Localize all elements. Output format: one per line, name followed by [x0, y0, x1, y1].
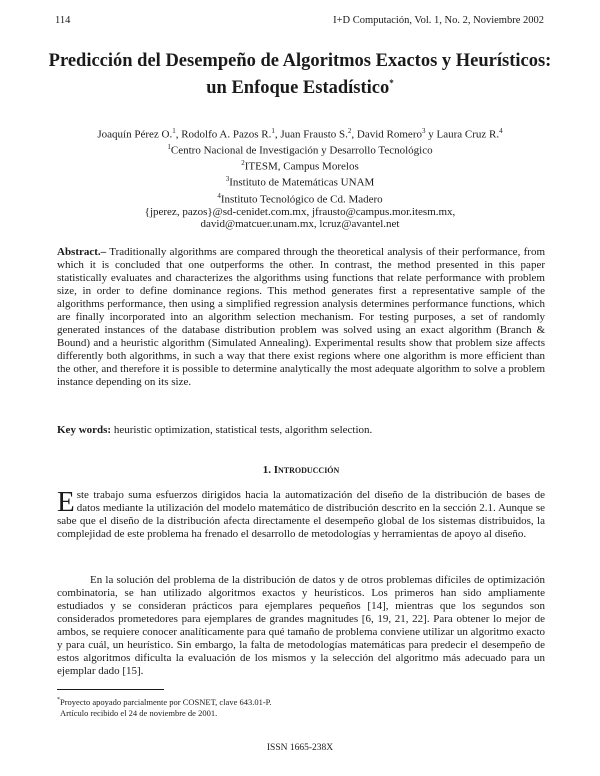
page-number: 114	[55, 15, 71, 26]
affiliation: $^1$Centro Nacional de Investigación y Desarrollo Tecnológico	[167, 143, 433, 157]
intro-paragraph-2: En la solución del problema de la distribución de datos y de otros problemas difíciles de optimización combinatoria, se han utilizado algoritmos exactos y heurísticos. Los primeros han sido ampliamente estudiados y se consideran prácticos para ejemplares pequeños [14], mientras que los segundos son considerados prometedores para ejemplares de grandes magnitudes [6, 19, 21, 22]. Para obtener lo mejor de ambos, se requiere conocer analíticamente para qué tamaño de problema conviene utilizar un algoritmo exacto y para cuál, un heurístico. Sin embargo, la falta de metodologías matemáticas para predecir el desempeño de estos algoritmos dificulta la evaluación de los mismos y la selección del algoritmo más adecuado para un ejemplar dado [15].	[57, 574, 545, 677]
abstract-text: Traditionally algorithms are compared through the theoretical analysis of their performance, from which it is concluded that one outperforms the other. In contrast, the method presented in this paper statistically evaluates and characterizes the algorithms using functions that relate performance with problem size, in order to define dominance regions. This method generates first a representative sample of the algorithms performance, then using a simplified regression analysis determines performance functions, which are finally incorporated into an algorithm selection mechanism. For testing purposes, a set of randomly generated instances of the database distribution problem was solved using an exact algorithm (Branch & Bound) and a heuristic algorithm (Simulated Annealing). Experimental results show that problem size affects differently both algorithms, in such a way that there exist regions where one algorithm is more efficient than the other, and therefore it is possible to determine analytically the most adequate algorithm to solve a problem instance depending on its size.	[57, 246, 545, 388]
abstract	[57, 246, 545, 389]
footnotes	[57, 695, 545, 719]
abstract-label: Abstract.–	[57, 246, 107, 258]
affiliation: $^2$ITESM, Campus Morelos	[241, 159, 359, 173]
issn-footer: ISSN 1665-238X	[266, 743, 334, 753]
drop-cap: E	[57, 486, 75, 518]
author-emails: david@matcuer.unam.mx, lcruz@avantel.net	[200, 218, 400, 231]
keywords-text: heuristic optimization, statistical tests, algorithm selection.	[111, 424, 373, 436]
affiliation: $^3$Instituto de Matemáticas UNAM	[225, 175, 375, 190]
affiliation: $^4$Instituto Tecnológico de Cd. Madero	[217, 191, 383, 206]
keywords-label: Key words:	[57, 424, 112, 436]
footnote: Artículo recibido el 24 de noviembre de 2001.	[60, 707, 218, 718]
title-footnote-mark: *	[389, 78, 394, 88]
footnote-divider	[57, 689, 164, 690]
author-block	[40, 125, 560, 231]
journal-header: I+D Computación, Vol. 1, No. 2, Noviembre 2002	[333, 15, 544, 26]
intro-paragraph-1: Este trabajo suma esfuerzos dirigidos hacia la automatización del diseño de la distribución de bases de datos mediante la utilización del modelo matemático de distribución descrito en la sección 2.1. Aunque se sabe que el diseño de la distribución afecta directamente el desempeño global de los sistemas distribuidos, la complejidad de este problema ha frenado el desarrollo de metodologías y herramientas de apoyo al diseño.	[57, 486, 545, 540]
section-heading: 1. Introducción	[262, 464, 340, 476]
paper-title	[40, 50, 560, 99]
author-list: Joaquín Pérez O.$^1$, Rodolfo A. Pazos R.$^1$, Juan Frausto S.$^2$, David Romero$^3$ y Laura Cruz R.$^4$	[97, 127, 503, 141]
keywords	[57, 424, 545, 437]
title-line-2: un Enfoque Estadístico*	[206, 78, 394, 99]
author-emails: {jperez, pazos}@sd-cenidet.com.mx, jfrausto@campus.mor.itesm.mx,	[144, 205, 456, 218]
footnote: *Proyecto apoyado parcialmente por COSNET, clave 643.01-P.	[57, 696, 272, 707]
title-line-1: Predicción del Desempeño de Algoritmos Exactos y Heurísticos:	[48, 51, 552, 71]
